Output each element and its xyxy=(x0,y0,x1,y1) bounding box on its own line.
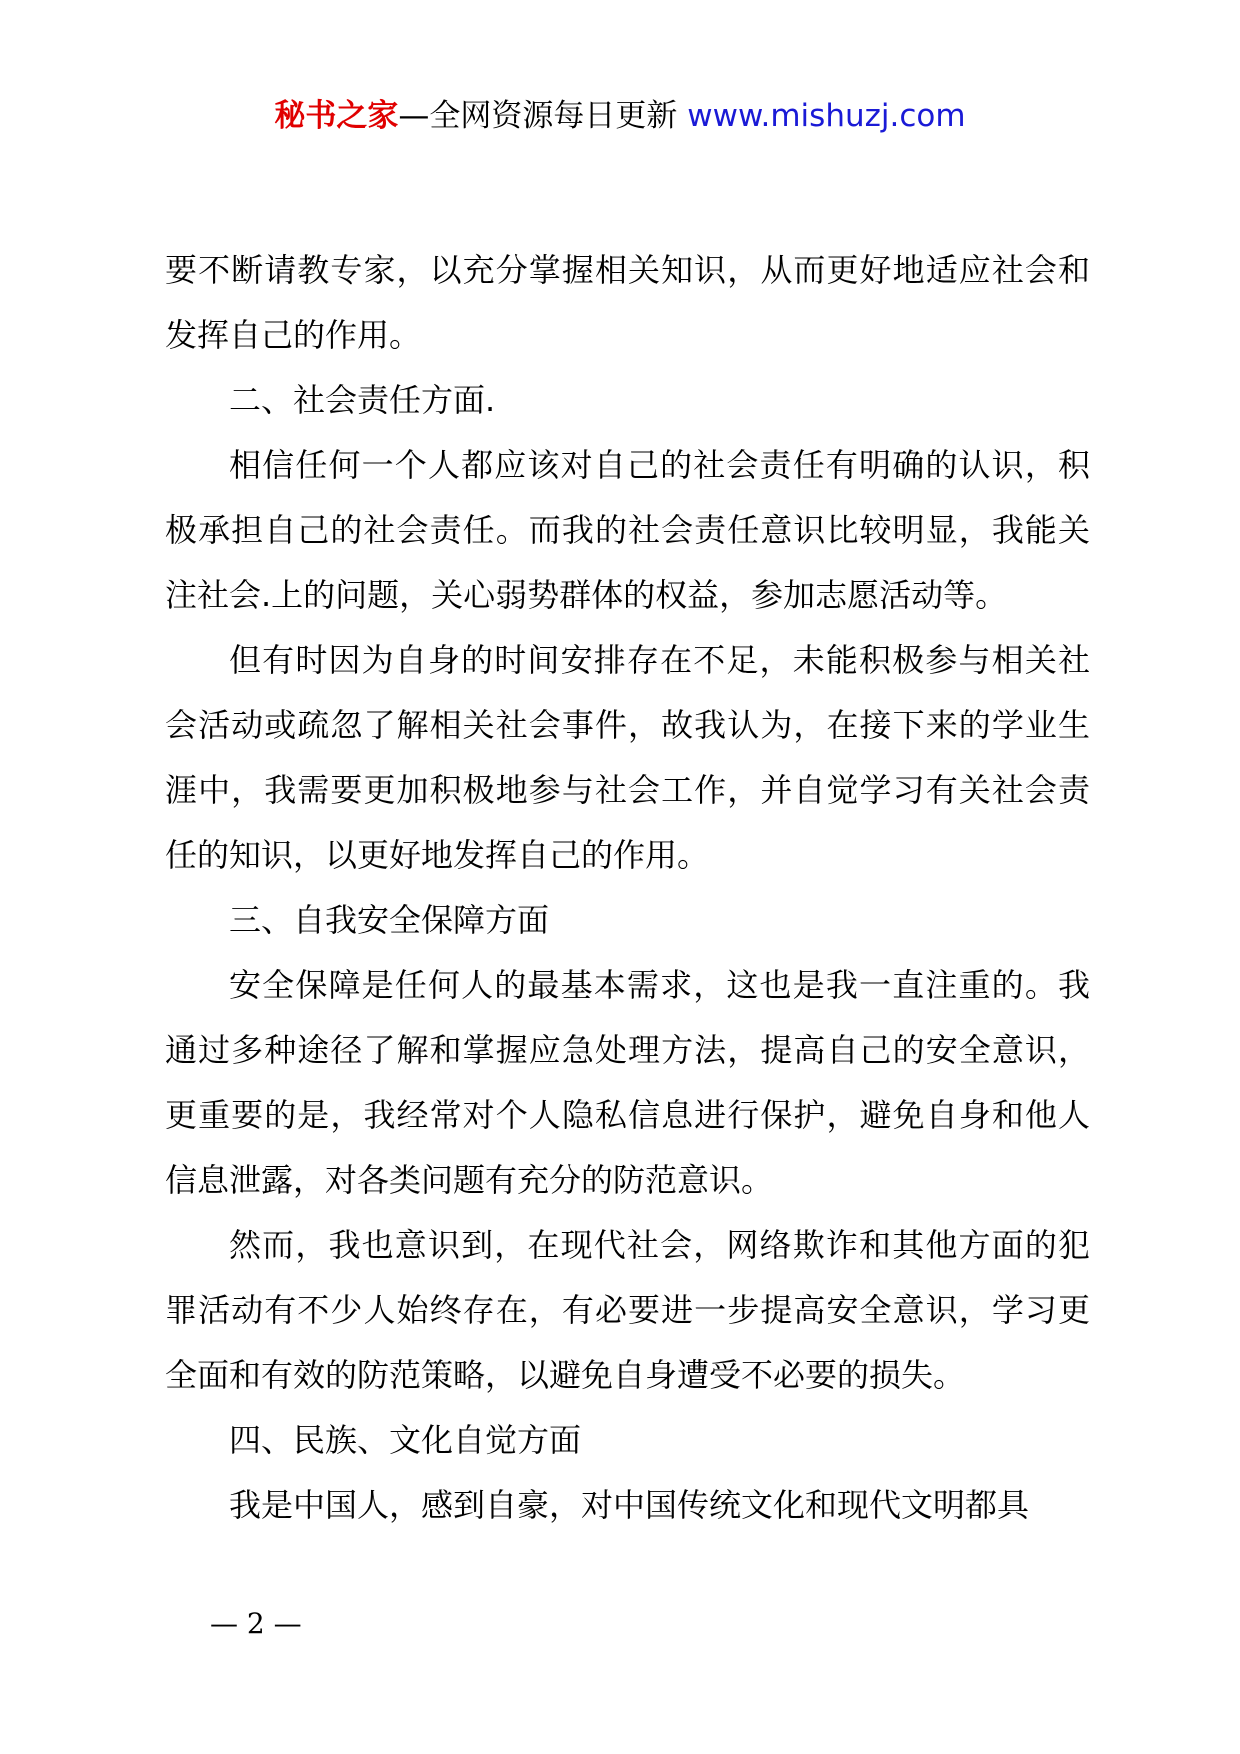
site-slogan: —全网资源每日更新 xyxy=(398,98,678,134)
paragraph: 相信任何一个人都应该对自己的社会责任有明确的认识，积极承担自己的社会责任。而我的社会责任意识比较明显，我能关注社会.上的问题，关心弱势群体的权益，参加志愿活动等。 xyxy=(165,446,1090,614)
page-number: — 2 — xyxy=(210,1607,302,1640)
paragraph: 然而，我也意识到，在现代社会，网络欺诈和其他方面的犯罪活动有不少人始终存在，有必要进一步提高安全意识，学习更全面和有效的防范策略，以避免自身遭受不必要的损失。 xyxy=(165,1226,1090,1394)
paragraph: 但有时因为自身的时间安排存在不足，未能积极参与相关社会活动或疏忽了解相关社会事件，故我认为，在接下来的学业生涯中，我需要更加积极地参与社会工作，并自觉学习有关社会责任的知识，以更好地发挥自己的作用。 xyxy=(165,641,1090,874)
page-header xyxy=(0,96,1240,136)
paragraph: 我是中国人，感到自豪，对中国传统文化和现代文明都具 xyxy=(229,1486,1030,1524)
paragraph: 要不断请教专家，以充分掌握相关知识，从而更好地适应社会和发挥自己的作用。 xyxy=(165,251,1090,354)
site-brand: 秘书之家 xyxy=(274,98,399,134)
section-heading-national-culture: 四、民族、文化自觉方面 xyxy=(229,1421,582,1459)
paragraph: 安全保障是任何人的最基本需求，这也是我一直注重的。我通过多种途径了解和掌握应急处理方法，提高自己的安全意识，更重要的是，我经常对个人隐私信息进行保护，避免自身和他人信息泄露，对各类问题有充分的防范意识。 xyxy=(165,966,1090,1199)
section-heading-self-safety: 三、自我安全保障方面 xyxy=(229,901,550,939)
document-body xyxy=(165,238,1090,1538)
site-url[interactable]: www.mishuzj.com xyxy=(687,98,966,134)
section-heading-social-responsibility: 二、社会责任方面. xyxy=(229,381,496,419)
